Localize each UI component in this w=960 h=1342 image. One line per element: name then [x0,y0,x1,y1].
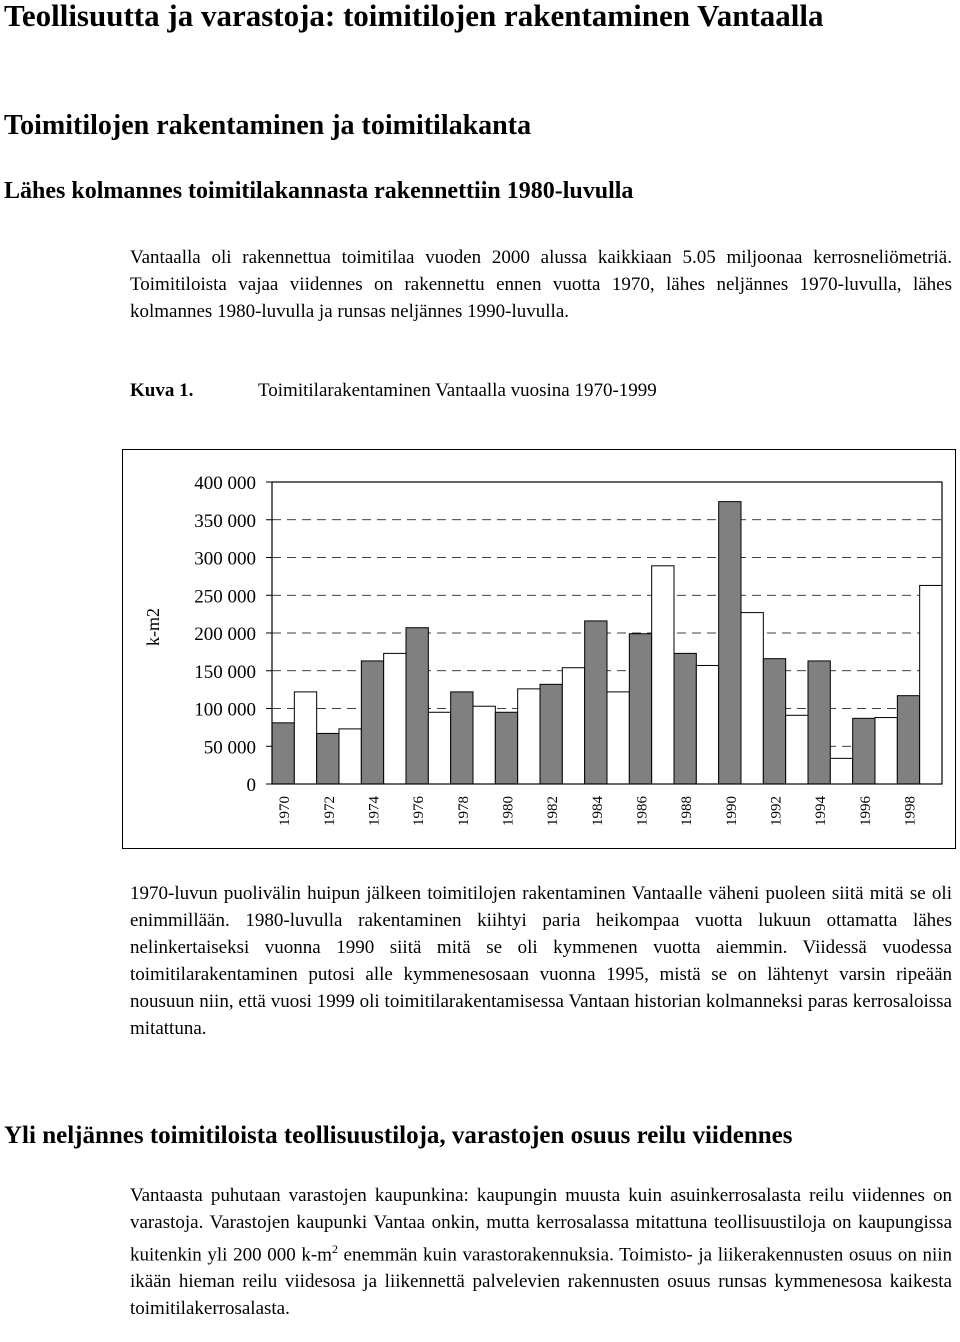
y-axis-label: k-m2 [143,607,163,646]
y-tick-label: 400 000 [194,473,256,494]
bar-1996 [853,718,875,784]
bar-1985 [607,692,629,784]
y-tick-label: 300 000 [194,548,256,570]
x-tick-label: 1992 [768,796,785,826]
bar-1991 [741,613,763,784]
bar-1979 [473,706,495,784]
bar-1970 [272,723,294,784]
bar-1976 [406,628,428,784]
paragraph-3-text-b: enemmän kuin varastorakennuksia. Toimisto- ja liikerakennusten osuus on niin ikään hieman reilu viidesosa ja liikennettä palvelevien rakennusten osuus runsas kymmenesosa kaikesta toimitilakerrosalasta. [130,1244,953,1320]
bar-1972 [317,733,339,784]
x-tick-label: 1976 [411,796,428,826]
y-tick-label: 100 000 [194,699,256,721]
bar-1983 [562,668,584,784]
x-tick-label: 1996 [857,796,874,826]
y-tick-label: 250 000 [194,586,256,608]
paragraph-3-text-a: Vantaasta puhutaan varastojen kaupunkina: kaupungin muusta kuin asuinkerrosalasta reilu viidennes on varastoja. Varastojen kaupunki Vantaa onkin, mutta kerrosalassa mitattuna teollisuustiloja on kaupungissa kuitenkin yli 200 000 k-m [130,1185,952,1266]
figure-caption [130,380,657,402]
bar-1988 [674,653,696,784]
bar-1998 [897,696,919,784]
paragraph-3-superscript: 2 [331,1242,338,1256]
bar-1982 [540,684,562,784]
x-tick-label: 1982 [545,796,562,826]
subsubtitle: Lähes kolmannes toimitilakannasta rakennettiin 1980-luvulla [4,178,634,204]
x-tick-label: 1990 [723,796,740,826]
bar-1984 [585,621,607,784]
bar-1980 [495,712,517,784]
chart-container [122,449,956,849]
bar-1997 [875,718,897,784]
x-tick-label: 1988 [679,796,696,826]
y-tick-label: 350 000 [194,510,256,532]
bar-chart [123,450,955,848]
x-tick-label: 1994 [813,796,830,826]
paragraph-3 [130,1182,952,1322]
y-tick-label: 0 [246,775,256,796]
x-tick-label: 1986 [634,796,651,826]
y-tick-label: 50 000 [203,737,256,759]
section-heading: Yli neljännes toimitiloista teollisuustiloja, varastojen osuus reilu viidennes [4,1122,793,1149]
intro-paragraph: Vantaalla oli rakennettua toimitilaa vuoden 2000 alussa kaikkiaan 5.05 miljoonaa kerrosneliömetriä. Toimitiloista vajaa viidennes on rakennettu ennen vuotta 1970, lähes neljännes 1970-luvulla, lähes kolmannes 1980-luvulla ja runsas neljännes 1990-luvulla. [130,247,952,322]
bar-1992 [763,659,785,784]
y-tick-label: 150 000 [194,661,256,683]
bar-1990 [719,502,741,784]
figure-caption-label: Kuva 1. [130,380,194,401]
bar-1977 [428,712,450,784]
bar-1973 [339,729,361,784]
bar-1974 [361,661,383,784]
y-tick-label: 200 000 [194,624,256,645]
bar-1999 [920,585,942,784]
subtitle: Toimitilojen rakentaminen ja toimitilakanta [4,110,532,141]
x-tick-label: 1978 [455,796,472,826]
x-tick-label: 1984 [589,796,606,826]
bar-1981 [518,689,540,784]
figure-caption-text: Toimitilarakentaminen Vantaalla vuosina 1970-1999 [258,380,657,401]
paragraph-2: 1970-luvun puolivälin huipun jälkeen toimitilojen rakentaminen Vantaalle väheni puoleen siitä mitä se oli enimmillään. 1980-luvulla rakentaminen kiihtyi paria heikompaa vuotta lukuun ottamatta lähes nelinkertaiseksi vuonna 1990 siitä mitä se oli kymmenen vuotta aiemmin. Viidessä vuodessa toimitilarakentaminen putosi alle kymmenesosaan vuonna 1995, mistä se on lähtenyt varsin ripeään nousuun niin, että vuosi 1999 oli toimitilarakentamisessa Vantaan historian kolmanneksi paras kerrosaloissa mitattuna. [130,883,952,1039]
x-tick-label: 1974 [366,796,383,826]
bar-1994 [808,661,830,784]
x-tick-label: 1998 [902,796,919,826]
bar-1986 [629,634,651,784]
page-title: Teollisuutta ja varastoja: toimitilojen rakentaminen Vantaalla [4,0,824,33]
x-tick-label: 1980 [500,796,517,826]
bar-1978 [451,692,473,784]
bar-1987 [652,566,674,784]
bar-1995 [830,758,852,784]
x-tick-label: 1970 [277,796,294,826]
bar-1993 [786,715,808,784]
x-tick-label: 1972 [321,796,338,826]
bar-1971 [294,692,316,784]
bar-1975 [384,653,406,784]
bar-1989 [696,665,718,784]
